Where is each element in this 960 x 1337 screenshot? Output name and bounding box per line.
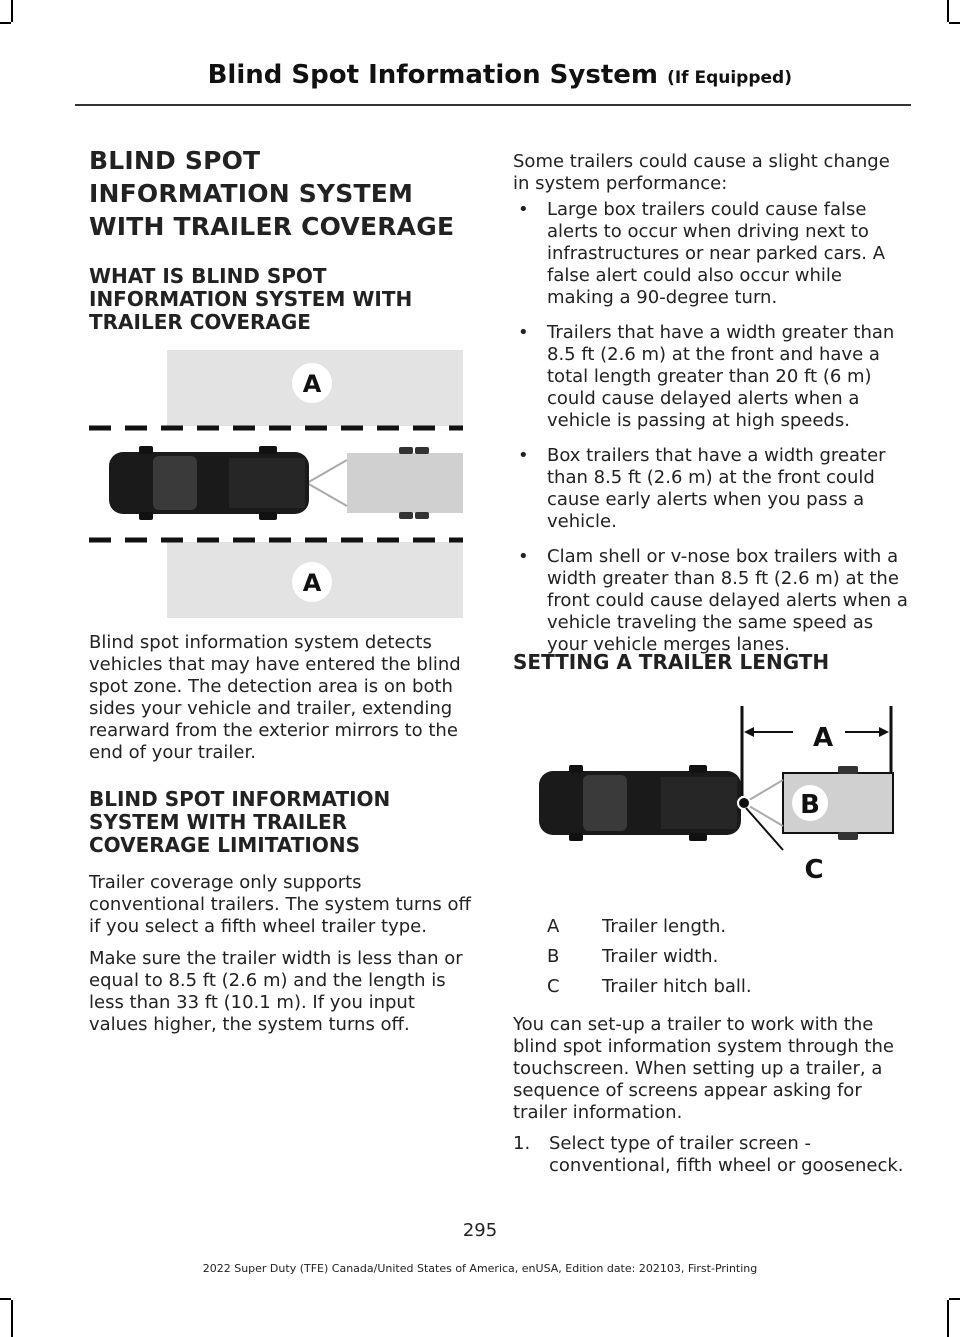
crop-mark	[11, 0, 13, 22]
list-item	[513, 445, 908, 533]
paragraph: Trailer coverage only supports conventional trailers. The system turns off if you select a fifth wheel trailer type.	[89, 872, 471, 937]
paragraph: You can set-up a trailer to work with the blind spot information system through the touchscreen. When setting up a trailer, a sequence of screens appear asking for trailer information.	[513, 1014, 894, 1123]
paragraph: Make sure the trailer width is less than or equal to 8.5 ft (2.6 m) and the length is less than 33 ft (10.1 m). If you input values higher, the system turns off.	[89, 948, 463, 1035]
list-item	[513, 199, 908, 309]
bullet-dot: •	[518, 199, 529, 220]
step-number: 1.	[513, 1133, 531, 1154]
figure1-label-top: A	[302, 370, 322, 398]
legend-text: Trailer hitch ball.	[602, 976, 752, 997]
bullet-list	[513, 199, 908, 669]
blind-spot-figure	[89, 350, 463, 620]
list-item-text: Clam shell or v-nose box trailers with a width greater than 8.5 ft (2.6 m) at the front could cause delayed alerts when a vehicle traveling the same speed as your vehicle merges lanes.	[547, 546, 908, 655]
page-number: 295	[462, 1220, 498, 1241]
figure1-label-bottom: A	[302, 569, 322, 597]
figure2-label-c: C	[804, 855, 824, 885]
header-title-suffix: (If Equipped)	[667, 68, 792, 88]
subsection-heading: WHAT IS BLIND SPOT INFORMATION SYSTEM WITH TRAILER COVERAGE	[89, 264, 413, 334]
edition-line: 2022 Super Duty (TFE) Canada/United States of America, enUSA, Edition date: 202103, First-Printing	[202, 1262, 758, 1275]
legend-text: Trailer length.	[602, 916, 727, 937]
crop-mark	[947, 0, 949, 22]
subsection-heading: BLIND SPOT INFORMATION SYSTEM WITH TRAILER COVERAGE LIMITATIONS	[89, 787, 391, 857]
bullet-dot: •	[518, 322, 529, 343]
legend-text: Trailer width.	[602, 946, 719, 967]
list-item-text: Large box trailers could cause false alerts to occur when driving next to infrastructures or near parked cars. A false alert could also occur while making a 90-degree turn.	[547, 199, 886, 308]
legend-key: A	[547, 916, 560, 937]
crop-mark	[949, 22, 960, 24]
step-text: Select type of trailer screen - conventional, fifth wheel or gooseneck.	[549, 1133, 904, 1176]
legend-key: C	[547, 976, 560, 997]
crop-mark	[949, 1298, 960, 1300]
paragraph: Some trailers could cause a slight change in system performance:	[513, 151, 890, 194]
figure2-label-a: A	[812, 723, 834, 753]
crop-mark	[947, 1300, 949, 1337]
bullet-dot: •	[518, 445, 529, 466]
bullet-dot: •	[518, 546, 529, 567]
crop-mark	[11, 1300, 13, 1337]
crop-mark	[0, 22, 11, 24]
page-header-title	[208, 60, 792, 90]
header-title-text: Blind Spot Information System	[207, 60, 658, 90]
list-item	[513, 546, 908, 656]
list-item-text: Box trailers that have a width greater than 8.5 ft (2.6 m) at the front could cause early alerts when you pass a vehicle.	[547, 445, 886, 532]
paragraph: Blind spot information system detects vehicles that may have entered the blind spot zone. The detection area is on both sides your vehicle and trailer, extending rearward from the exterior mirrors to the end of your trailer.	[89, 632, 461, 763]
truck-shape	[109, 446, 309, 520]
subsection-heading: SETTING A TRAILER LENGTH	[513, 650, 830, 674]
trailer-length-figure	[513, 700, 908, 890]
legend-key: B	[547, 946, 560, 967]
numbered-step	[513, 1133, 913, 1177]
list-item	[513, 322, 908, 432]
header-rule	[75, 104, 911, 106]
list-item-text: Trailers that have a width greater than 8.5 ft (2.6 m) at the front and have a total length greater than 20 ft (6 m) could cause delayed alerts when a vehicle is passing at high speeds.	[547, 322, 895, 431]
section-title: BLIND SPOT INFORMATION SYSTEM WITH TRAILER COVERAGE	[89, 146, 455, 241]
figure2-label-b: B	[800, 790, 820, 820]
crop-mark	[0, 1298, 11, 1300]
